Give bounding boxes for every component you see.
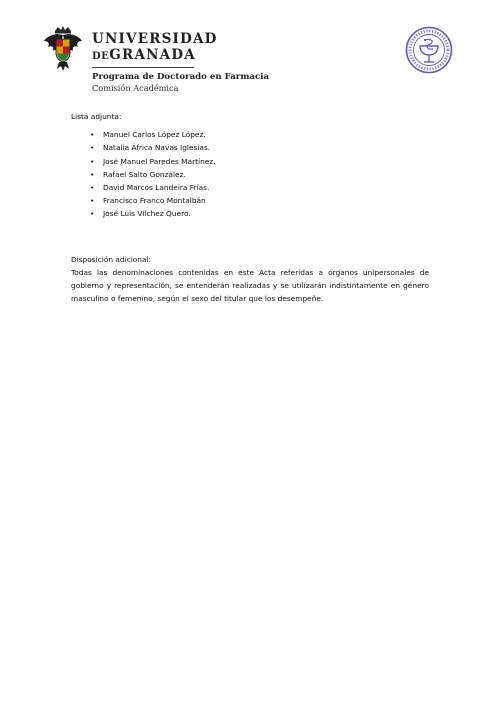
list-item-text: José Manuel Paredes Martínez. (103, 156, 216, 166)
member-list (71, 128, 429, 220)
university-name-line1: UNIVERSIDAD (92, 31, 218, 47)
list-item-text: Rafael Salto González. (103, 169, 186, 179)
list-item-text: José Luis Vílchez Quero. (103, 209, 191, 219)
disposition-title: Disposición adicional: (71, 254, 152, 264)
bullet-icon: • (90, 156, 95, 166)
bullet-icon: • (90, 182, 95, 192)
list-item (71, 155, 429, 168)
list-item (71, 168, 429, 181)
university-name-granada: GRANADA (109, 47, 196, 63)
commission-subtitle: Comisión Académica (92, 83, 179, 93)
bullet-icon: • (90, 196, 95, 206)
list-item (71, 181, 429, 194)
list-item (71, 128, 429, 141)
list-title: Lista adjunta: (71, 112, 122, 121)
header-rule (92, 67, 194, 68)
disposition-text: Todas las denominaciones contenidas en este Acta referidas a órganos unipersonales de gobierno y representación, se entenderán realizadas y se utilizarán indistintamente en género masculino o femenino, según el sexo del titular que los desempeñe. (71, 267, 429, 304)
bullet-icon: • (90, 209, 95, 219)
list-item (71, 141, 429, 154)
list-item-text: Francisco Franco Montalbán (103, 196, 206, 206)
faculty-seal-logo (405, 26, 453, 74)
university-name-de: DE (92, 51, 110, 62)
university-name (92, 31, 218, 65)
list-item-text: Manuel Carlos López López. (103, 130, 206, 140)
list-item (71, 194, 429, 207)
bullet-icon: • (90, 143, 95, 153)
list-item-text: David Marcos Landeira Frías. (103, 182, 210, 192)
bullet-icon: • (90, 130, 95, 140)
university-name-line2 (92, 47, 218, 65)
document-body (71, 110, 429, 305)
list-item-text: Natalia África Navas Iglesias. (103, 143, 211, 153)
university-crest-logo (42, 25, 84, 73)
bullet-icon: • (90, 169, 95, 179)
list-item (71, 207, 429, 220)
program-title: Programa de Doctorado en Farmacia (92, 72, 270, 82)
